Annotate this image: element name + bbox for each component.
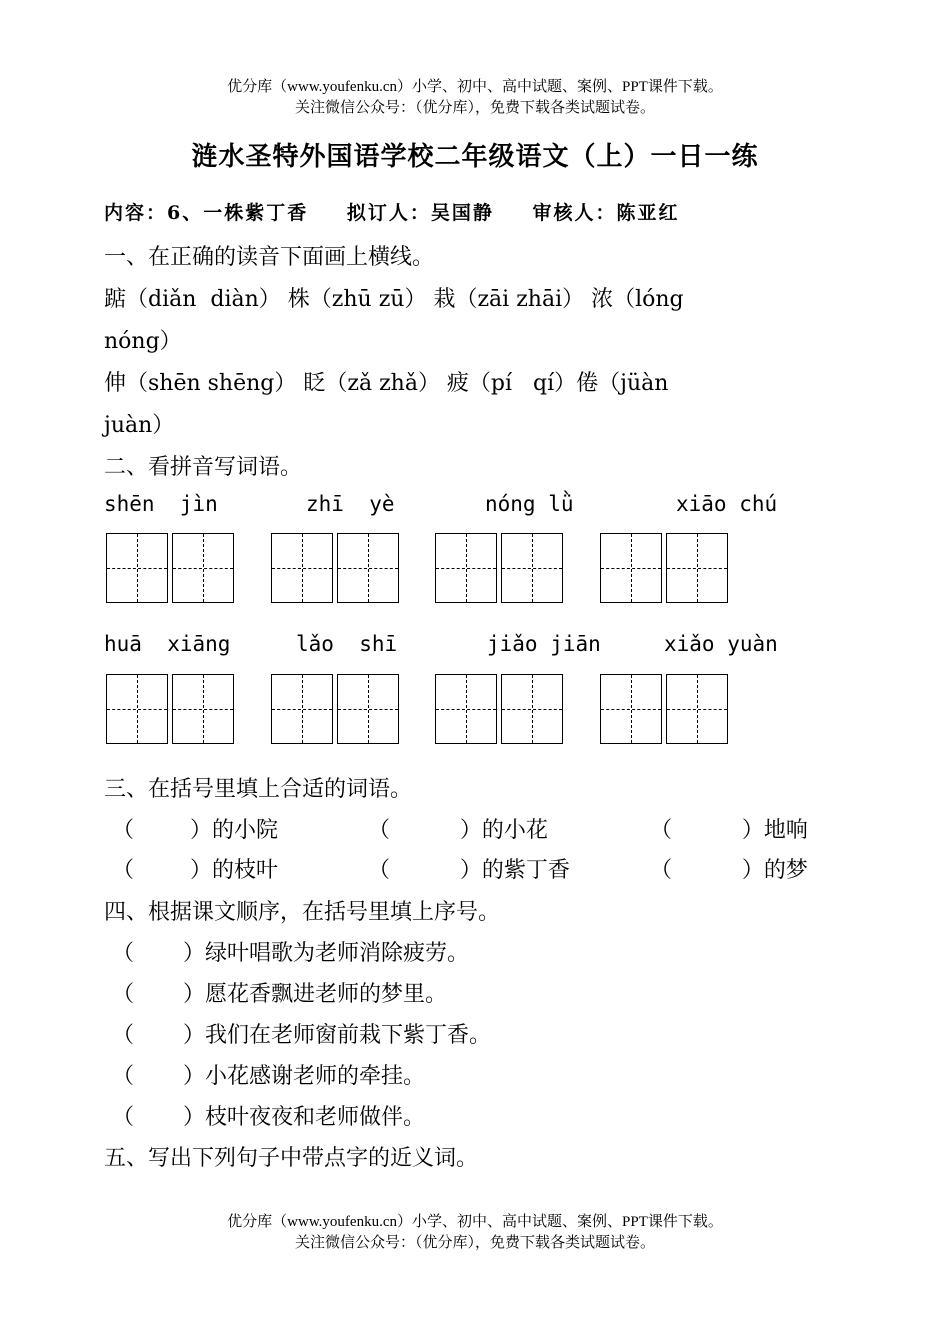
page-title: 涟水圣特外国语学校二年级语文（上）一日一练 xyxy=(191,142,759,172)
meta-reviewer: 审核人：陈亚红 xyxy=(532,202,680,224)
section1-row1: 踮（diǎn diàn） 株（zhū zū） 栽（zāi zhāi） 浓（lóng xyxy=(104,287,684,312)
order-item[interactable]: （ ）愿花香飘进老师的梦里。 xyxy=(112,982,447,1007)
section1-heading: 一、在正确的读音下面画上横线。 xyxy=(104,245,435,270)
section1-row1b: nóng） xyxy=(104,329,182,354)
writing-grid xyxy=(106,674,238,744)
writing-cell[interactable] xyxy=(337,533,399,603)
order-item[interactable]: （ ）枝叶夜夜和老师做伴。 xyxy=(112,1105,425,1130)
meta-content: 内容：6、一株紫丁香 xyxy=(104,202,309,224)
writing-cell[interactable] xyxy=(172,533,234,603)
writing-cell[interactable] xyxy=(271,533,333,603)
writing-cell[interactable] xyxy=(600,674,662,744)
order-item[interactable]: （ ）我们在老师窗前栽下紫丁香。 xyxy=(112,1023,491,1048)
fill-blank-item[interactable]: （ ）地响 xyxy=(650,818,808,843)
fill-blank-item[interactable]: （ ）的紫丁香 xyxy=(368,858,570,883)
section4-heading: 四、根据课文顺序，在括号里填上序号。 xyxy=(104,900,501,925)
section1-row2b: juàn） xyxy=(104,413,175,438)
section5-heading: 五、写出下列句子中带点字的近义词。 xyxy=(104,1146,479,1171)
footer-line-1: 优分库（www.youfenku.cn）小学、初中、高中试题、案例、PPT课件下载。 xyxy=(227,1214,723,1230)
header-line-2: 关注微信公众号：（优分库），免费下载各类试题试卷。 xyxy=(294,100,655,116)
writing-cell[interactable] xyxy=(106,674,168,744)
meta-author: 拟订人：吴国静 xyxy=(346,202,494,224)
pinyin: jiǎo jiān xyxy=(487,632,601,656)
writing-cell[interactable] xyxy=(271,674,333,744)
writing-cell[interactable] xyxy=(600,533,662,603)
meta-info xyxy=(104,198,710,225)
pinyin: huā xiāng xyxy=(104,632,231,656)
pinyin: lǎo shī xyxy=(296,632,398,656)
footer-line-2: 关注微信公众号：（优分库），免费下载各类试题试卷。 xyxy=(294,1235,655,1251)
writing-cell[interactable] xyxy=(106,533,168,603)
writing-cell[interactable] xyxy=(666,533,728,603)
pinyin: xiǎo yuàn xyxy=(664,632,778,656)
writing-cell[interactable] xyxy=(337,674,399,744)
header-line-1: 优分库（www.youfenku.cn）小学、初中、高中试题、案例、PPT课件下载。 xyxy=(227,79,723,95)
writing-cell[interactable] xyxy=(501,674,563,744)
pinyin: xiāo chú xyxy=(676,492,778,516)
writing-grid xyxy=(271,533,403,603)
fill-blank-item[interactable]: （ ）的小花 xyxy=(368,818,548,843)
writing-grid xyxy=(435,674,567,744)
fill-blank-item[interactable]: （ ）的枝叶 xyxy=(112,858,278,883)
fill-blank-item[interactable]: （ ）的梦 xyxy=(650,858,808,883)
writing-grid xyxy=(106,533,238,603)
writing-cell[interactable] xyxy=(666,674,728,744)
section2-heading: 二、看拼音写词语。 xyxy=(104,455,303,480)
order-item[interactable]: （ ）绿叶唱歌为老师消除疲劳。 xyxy=(112,941,469,966)
writing-grid xyxy=(600,674,732,744)
writing-grid xyxy=(435,533,567,603)
writing-grid xyxy=(271,674,403,744)
order-item[interactable]: （ ）小花感谢老师的牵挂。 xyxy=(112,1064,425,1089)
writing-cell[interactable] xyxy=(501,533,563,603)
section3-heading: 三、在括号里填上合适的词语。 xyxy=(104,777,413,802)
section1-row2: 伸（shēn shēng） 眨（zǎ zhǎ） 疲（pí qí）倦（jüàn xyxy=(104,371,669,396)
pinyin: zhī yè xyxy=(306,492,395,516)
pinyin: shēn jìn xyxy=(104,492,218,516)
writing-cell[interactable] xyxy=(435,674,497,744)
writing-cell[interactable] xyxy=(435,533,497,603)
pinyin: nóng lǜ xyxy=(485,492,574,516)
fill-blank-item[interactable]: （ ）的小院 xyxy=(112,818,278,843)
writing-cell[interactable] xyxy=(172,674,234,744)
writing-grid xyxy=(600,533,732,603)
